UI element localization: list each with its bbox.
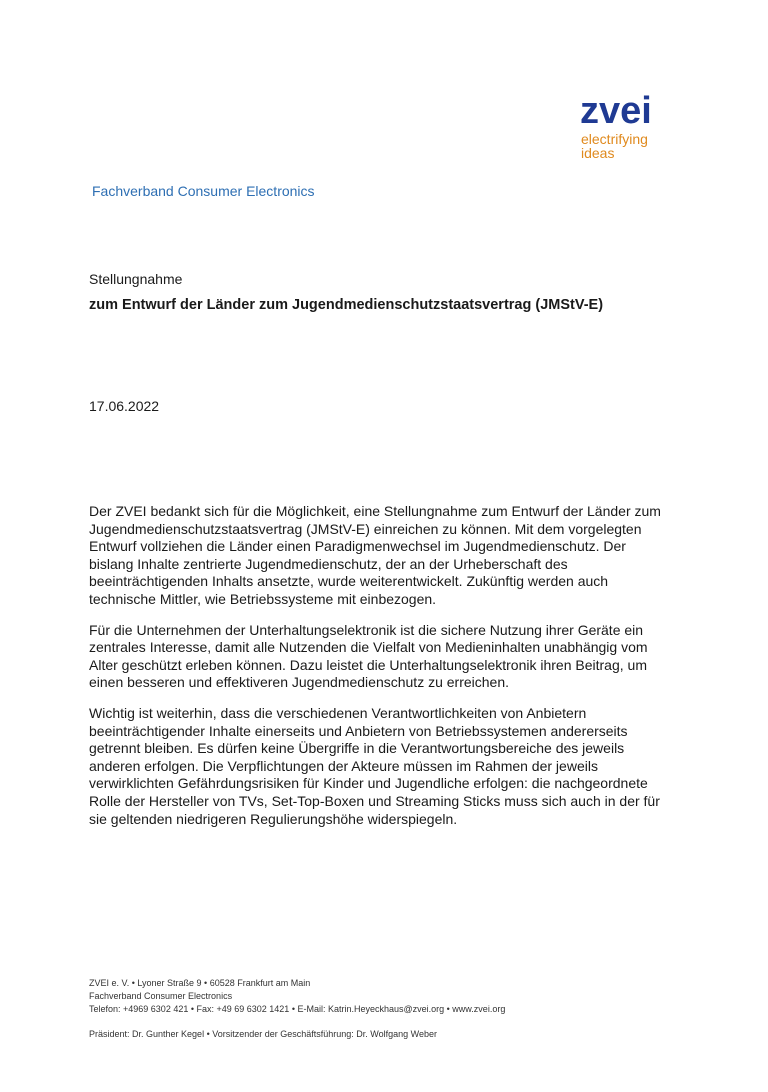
document-date: 17.06.2022 [89,398,160,414]
document-title: zum Entwurf der Länder zum Jugendmedienschutzstaatsvertrag (JMStV-E) [89,297,604,313]
footer-address: ZVEI e. V. • Lyoner Straße 9 • 60528 Frankfurt am Main [89,978,311,988]
zvei-logo [580,92,690,164]
logo-tagline-line-2: ideas [581,145,615,161]
document-type: Stellungnahme [89,271,183,287]
footer-spacer [89,1016,709,1028]
body-paragraph-2: Für die Unternehmen der Unterhaltungselektronik ist die sichere Nutzung ihrer Geräte ein zentrales Interesse, damit alle Nutzenden die Vielfalt von Medieninhalten unabhängig vom Alter geschützt erleben können. Dazu leistet die Unterhaltungselektronik ihren Beitrag, um einen besseren und effektiveren Jugendmedienschutz zu erreichen. [89,621,648,691]
logo-tagline-line-1: electrifying [581,131,648,147]
organization-name: Fachverband Consumer Electronics [92,183,315,199]
body-paragraph-3: Wichtig ist weiterhin, dass die verschiedenen Verantwortlichkeiten von Anbietern beeinträchtigender Inhalte einerseits und Anbietern von Betriebssystemen andererseits getrennt bleiben. Es dürfen keine Übergriffe in die Verantwortungsbereiche des jeweils anderen erfolgen. Die Verpflichtungen der Akteure müssen im Rahmen der jeweils verwirklichten Gefährdungsrisiken für Kinder und Jugendliche erfolgen: die nachgeordnete Rolle der Hersteller von TVs, Set-Top-Boxen und Streaming Sticks muss sich auch in der für sie geltenden niedrigeren Regulierungshöhe widerspiegeln. [89,704,660,827]
footer-contact: Telefon: +4969 6302 421 • Fax: +49 69 6302 1421 • E-Mail: Katrin.Heyeckhaus@zvei.org • www.zvei.org [89,1004,506,1014]
body-paragraph-1: Der ZVEI bedankt sich für die Möglichkeit, eine Stellungnahme zum Entwurf der Länder zum Jugendmedienschutzstaatsvertrag (JMStV-E) einreichen zu können. Mit dem vorgelegten Entwurf vollziehen die Länder einen Paradigmenwechsel im Jugendmedienschutz. Der bislang Inhalte zentrierte Jugendmedienschutz, der an der Urheberschaft des beeinträchtigenden Inhalts ansetzte, wurde weiterentwickelt. Zukünftig werden auch technische Mittler, wie Betriebssysteme mit einbezogen. [89,503,661,607]
footer-board: Präsident: Dr. Gunther Kegel • Vorsitzender der Geschäftsführung: Dr. Wolfgang Weber [89,1029,437,1039]
page-footer [89,977,709,1041]
footer-department: Fachverband Consumer Electronics [89,991,233,1001]
body-text [89,503,689,841]
logo-wordmark: zvei [580,90,652,132]
